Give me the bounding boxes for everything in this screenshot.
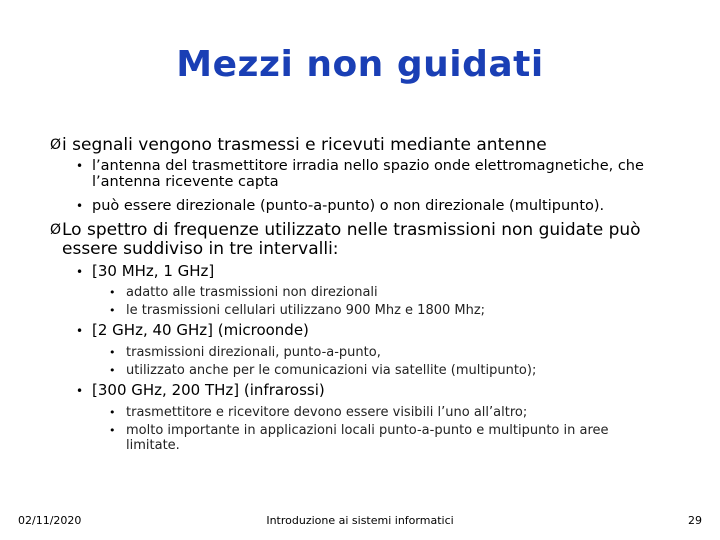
footer-course: Introduzione ai sistemi informatici	[266, 514, 454, 527]
range-300ghz-200thz: [300 GHz, 200 THz] (infrarossi)	[92, 381, 325, 399]
dot-bullet-icon: •	[76, 199, 84, 213]
range3-detail-2: molto importante in applicazioni locali punto-a-punto e multipunto in aree limitate.	[126, 423, 609, 453]
dot-bullet-icon: •	[76, 384, 84, 398]
bullet-spettro: Lo spettro di frequenze utilizzato nelle trasmissioni non guidate può essere suddiviso in tre intervalli:	[62, 220, 641, 259]
range1-detail-1: adatto alle trasmissioni non direzionali	[126, 285, 378, 300]
dot-bullet-icon: •	[76, 159, 84, 173]
arrow-bullet-icon: Ø	[50, 137, 62, 153]
bullet-direzionale: può essere direzionale (punto-a-punto) o non direzionale (multipunto).	[92, 198, 605, 214]
range-2ghz-40ghz: [2 GHz, 40 GHz] (microonde)	[92, 321, 309, 339]
dot-bullet-icon: •	[109, 364, 116, 377]
dot-bullet-icon: •	[109, 406, 116, 419]
page-number: 29	[688, 514, 702, 527]
dot-bullet-icon: •	[76, 265, 84, 279]
dot-bullet-icon: •	[109, 346, 116, 359]
dot-bullet-icon: •	[109, 304, 116, 317]
dot-bullet-icon: •	[109, 286, 116, 299]
range-30mhz-1ghz: [30 MHz, 1 GHz]	[92, 262, 215, 280]
range1-detail-2: le trasmissioni cellulari utilizzano 900 Mhz e 1800 Mhz;	[126, 303, 486, 318]
range2-detail-2: utilizzato anche per le comunicazioni via satellite (multipunto);	[126, 363, 537, 378]
dot-bullet-icon: •	[76, 324, 84, 338]
bullet-antenna-irradia: l’antenna del trasmettitore irradia nello spazio onde elettromagnetiche, che l’antenna ricevente capta	[92, 158, 644, 190]
dot-bullet-icon: •	[109, 424, 116, 437]
arrow-bullet-icon: Ø	[50, 222, 62, 238]
slide-title: Mezzi non guidati	[176, 44, 544, 85]
footer-date: 02/11/2020	[18, 514, 82, 527]
bullet-antenne: i segnali vengono trasmessi e ricevuti mediante antenne	[62, 135, 547, 155]
range2-detail-1: trasmissioni direzionali, punto-a-punto,	[126, 345, 381, 360]
range3-detail-1: trasmettitore e ricevitore devono essere visibili l’uno all’altro;	[126, 405, 528, 420]
